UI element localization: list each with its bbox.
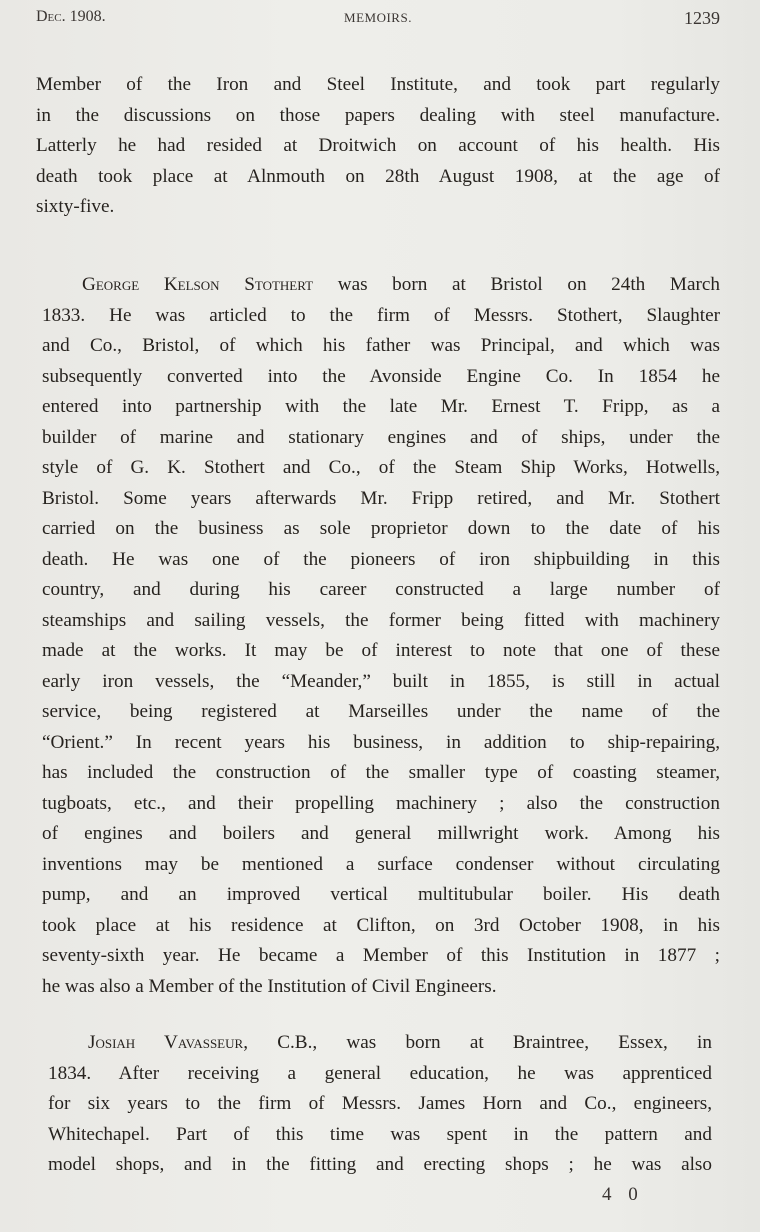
text-line: death. He was one of the pioneers of iron shipbuilding in this: [42, 548, 720, 570]
text-line: made at the works. It may be of interest to note that one of these: [42, 640, 720, 661]
text-line: model shops, and in the fitting and erecting shops ; he was also: [48, 1154, 712, 1175]
text-line: Latterly he had resided at Droitwich on account of his health. His: [36, 135, 720, 156]
text-line: builder of marine and stationary engines and of ships, under the: [42, 426, 720, 448]
text-line: death took place at Alnmouth on 28th August 1908, at the age of: [36, 165, 720, 187]
text-line: sixty-five.: [36, 196, 115, 217]
text-run: , C.B., was born at Braintree, Essex, in: [243, 1032, 712, 1053]
text-line: Bristol. Some years afterwards Mr. Fripp retired, and Mr. Stothert: [42, 487, 720, 509]
memoir-name: Josiah Vavasseur: [88, 1032, 244, 1053]
text-line: steamships and sailing vessels, the former being fitted with machinery: [42, 609, 720, 631]
text-line: inventions may be mentioned a surface condenser without circulating: [42, 853, 720, 875]
text-line: in the discussions on those papers dealing with steel manufacture.: [36, 104, 720, 126]
page-number: 1239: [684, 8, 720, 28]
text-line: for six years to the firm of Messrs. James Horn and Co., engineers,: [48, 1093, 712, 1114]
memoir-josiah-vavasseur: [48, 1028, 712, 1181]
text-line: took place at his residence at Clifton, on 3rd October 1908, in his: [42, 914, 720, 936]
text-line: entered into partnership with the late Mr. Ernest T. Fripp, as a: [42, 396, 720, 417]
text-line: Member of the Iron and Steel Institute, and took part regularly: [36, 74, 720, 95]
text-line: 1834. After receiving a general education, he was apprenticed: [48, 1062, 712, 1084]
header-section-title: MEMOIRS.: [344, 10, 412, 25]
text-line: seventy-sixth year. He became a Member of this Institution in 1877 ;: [42, 945, 720, 966]
text-line: Whitechapel. Part of this time was spent in the pattern and: [48, 1123, 712, 1145]
text-line: country, and during his career constructed a large number of: [42, 579, 720, 600]
memoir-george-kelson-stothert: [42, 270, 720, 1002]
text-line: he was also a Member of the Institution of Civil Engineers.: [42, 975, 497, 997]
text-line: tugboats, etc., and their propelling machinery ; also the construction: [42, 792, 720, 814]
running-header: [36, 8, 720, 32]
text-line: carried on the business as sole proprietor down to the date of his: [42, 518, 720, 539]
text-line: of engines and boilers and general millwright work. Among his: [42, 823, 720, 844]
header-date: Dec. 1908.: [36, 8, 106, 25]
text-line: and Co., Bristol, of which his father was Principal, and which was: [42, 335, 720, 356]
signature-mark: 4 0: [602, 1184, 644, 1205]
text-line: early iron vessels, the “Meander,” built in 1855, is still in actual: [42, 670, 720, 692]
text-line: pump, and an improved vertical multitubular boiler. His death: [42, 884, 720, 905]
paragraph-previous-memoir-end: [36, 70, 720, 223]
text-line: service, being registered at Marseilles under the name of the: [42, 701, 720, 722]
text-line-first: [42, 270, 720, 301]
text-line-first: [48, 1028, 712, 1059]
text-line: has included the construction of the smaller type of coasting steamer,: [42, 762, 720, 783]
text-run: was born at Bristol on 24th March: [313, 274, 720, 295]
text-line: “Orient.” In recent years his business, in addition to ship-repairing,: [42, 731, 720, 753]
text-line: 1833. He was articled to the firm of Messrs. Stothert, Slaughter: [42, 304, 720, 326]
text-line: subsequently converted into the Avonside Engine Co. In 1854 he: [42, 365, 720, 387]
text-line: style of G. K. Stothert and Co., of the Steam Ship Works, Hotwells,: [42, 457, 720, 478]
memoir-name: George Kelson Stothert: [82, 274, 314, 295]
